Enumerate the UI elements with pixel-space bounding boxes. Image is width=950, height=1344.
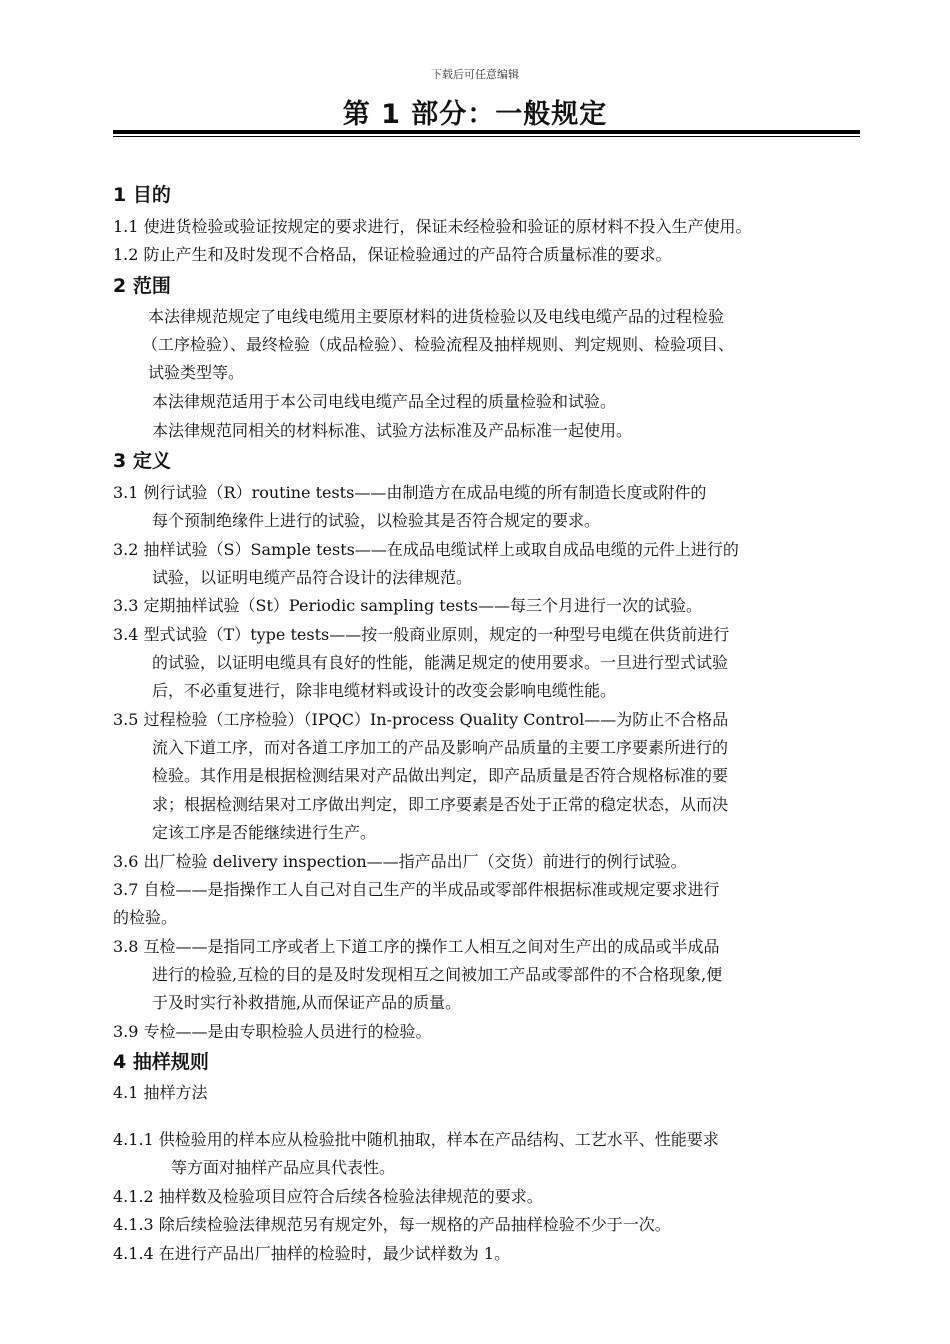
definition-3-6: 3.6 出厂检验 delivery inspection——指产品出厂（交货）前进行的例行试验。 bbox=[113, 852, 687, 871]
title-rule-thick bbox=[113, 130, 860, 134]
definition-3-8-line-1: 3.8 互检——是指同工序或者上下道工序的操作工人相互之间对生产出的成品或半成品 bbox=[113, 937, 720, 956]
section-2-heading: 2 范围 bbox=[113, 275, 171, 297]
rule-4-1-1-line-1: 4.1.1 供检验用的样本应从检验批中随机抽取，样本在产品结构、工艺水平、性能要求 bbox=[113, 1130, 719, 1149]
definition-3-1-line-2: 每个预制绝缘件上进行的试验，以检验其是否符合规定的要求。 bbox=[152, 511, 601, 530]
definition-3-1-line-1: 3.1 例行试验（R）routine tests——由制造方在成品电缆的所有制造长度或附件的 bbox=[113, 483, 707, 502]
page-title: 第 1 部分：一般规定 bbox=[342, 99, 608, 130]
definition-3-3: 3.3 定期抽样试验（St）Periodic sampling tests——每三个月进行一次的试验。 bbox=[113, 596, 703, 615]
definition-3-2-line-1: 3.2 抽样试验（S）Sample tests——在成品电缆试样上或取自成品电缆的元件上进行的 bbox=[113, 540, 739, 559]
section-4-heading: 4 抽样规则 bbox=[113, 1051, 209, 1073]
definition-3-7-line-1: 3.7 自检——是指操作工人自己对自己生产的半成品或零部件根据标准或规定要求进行 bbox=[113, 880, 720, 899]
rule-4-1-4: 4.1.4 在进行产品出厂抽样的检验时，最少试样数为 1。 bbox=[113, 1244, 511, 1263]
definition-3-5-line-3: 检验。其作用是根据检测结果对产品做出判定，即产品质量是否符合规格标准的要 bbox=[152, 766, 729, 785]
section-1-item-2: 1.2 防止产生和及时发现不合格品，保证检验通过的产品符合质量标准的要求。 bbox=[113, 245, 672, 264]
definition-3-5-line-5: 定该工序是否能继续进行生产。 bbox=[152, 823, 377, 842]
definition-3-4-line-1: 3.4 型式试验（T）type tests——按一般商业原则，规定的一种型号电缆在供货前进行 bbox=[113, 625, 730, 644]
rule-4-1-3: 4.1.3 除后续检验法律规范另有规定外，每一规格的产品抽样检验不少于一次。 bbox=[113, 1215, 671, 1234]
section-2-para-1-line-3: 试验类型等。 bbox=[148, 363, 245, 382]
section-2-para-3: 本法律规范同相关的材料标准、试验方法标准及产品标准一起使用。 bbox=[152, 421, 633, 440]
section-2-para-2: 本法律规范适用于本公司电线电缆产品全过程的质量检验和试验。 bbox=[152, 392, 617, 411]
subsection-4-1: 4.1 抽样方法 bbox=[113, 1083, 208, 1102]
definition-3-8-line-2: 进行的检验,互检的目的是及时发现相互之间被加工产品或零部件的不合格现象,便 bbox=[152, 965, 723, 984]
section-3-heading: 3 定义 bbox=[113, 450, 171, 472]
definition-3-4-line-2: 的试验，以证明电缆具有良好的性能，能满足规定的使用要求。一旦进行型式试验 bbox=[152, 653, 729, 672]
header-note: 下载后可任意编辑 bbox=[431, 68, 519, 81]
section-2-para-1-line-2: （工序检验）、最终检验（成品检验）、检验流程及抽样规则、判定规则、检验项目、 bbox=[142, 335, 735, 354]
definition-3-7-line-2: 的检验。 bbox=[113, 908, 178, 927]
definition-3-5-line-4: 求；根据检测结果对工序做出判定，即工序要素是否处于正常的稳定状态，从而决 bbox=[152, 795, 729, 814]
definition-3-2-line-2: 试验，以证明电缆产品符合设计的法律规范。 bbox=[152, 568, 473, 587]
definition-3-5-line-1: 3.5 过程检验（工序检验）（IPQC）In-process Quality Control——为防止不合格品 bbox=[113, 710, 729, 729]
definition-3-5-line-2: 流入下道工序，而对各道工序加工的产品及影响产品质量的主要工序要素所进行的 bbox=[152, 738, 729, 757]
definition-3-9: 3.9 专检——是由专职检验人员进行的检验。 bbox=[113, 1022, 432, 1041]
title-rule-thin bbox=[113, 136, 860, 137]
section-1-item-1: 1.1 使进货检验或验证按规定的要求进行，保证未经检验和验证的原材料不投入生产使用。 bbox=[113, 217, 752, 236]
rule-4-1-2: 4.1.2 抽样数及检验项目应符合后续各检验法律规范的要求。 bbox=[113, 1187, 543, 1206]
definition-3-8-line-3: 于及时实行补救措施,从而保证产品的质量。 bbox=[152, 993, 462, 1012]
section-2-para-1-line-1: 本法律规范规定了电线电缆用主要原材料的进货检验以及电线电缆产品的过程检验 bbox=[148, 307, 725, 326]
section-1-heading: 1 目的 bbox=[113, 184, 171, 206]
definition-3-4-line-3: 后，不必重复进行，除非电缆材料或设计的改变会影响电缆性能。 bbox=[152, 681, 617, 700]
rule-4-1-1-line-2: 等方面对抽样产品应具代表性。 bbox=[171, 1158, 396, 1177]
